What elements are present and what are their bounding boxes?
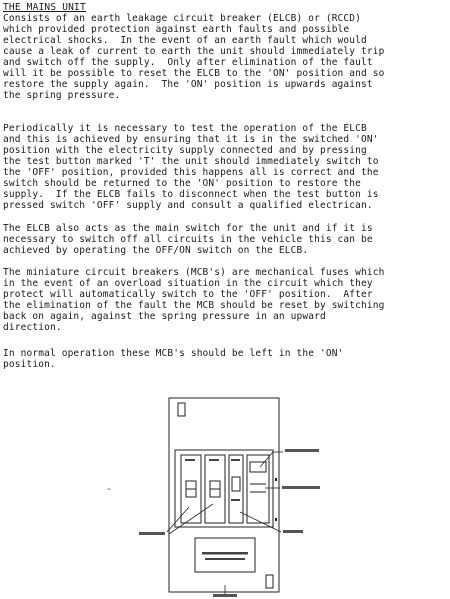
- paragraph-4-line-4: the elimination of the fault the MCB should be reset by switching: [3, 300, 385, 311]
- paragraph-3-line-1: The ELCB also acts as the main switch for the unit and if it is: [3, 223, 373, 234]
- paragraph-1-line-7: restore the supply again. The 'ON' position is upwards against: [3, 79, 373, 90]
- mounting-slot-bottom-right: [266, 575, 273, 588]
- paragraph-1-line-8: the spring pressure.: [3, 90, 121, 101]
- elcb-lower-marking: [231, 499, 240, 501]
- callout-label-low-right: [283, 530, 303, 533]
- test-button: [250, 462, 266, 472]
- callout-label-top-right: [285, 449, 319, 452]
- paragraph-5-line-1: In normal operation these MCB's should be left in the 'ON': [3, 348, 344, 359]
- mcb-1-marking: [185, 459, 195, 461]
- paragraph-1-line-3: electrical shocks. In the event of an earth fault which would: [3, 35, 367, 46]
- paragraph-4-line-1: The miniature circuit breakers (MCB's) are mechanical fuses which: [3, 267, 385, 278]
- paragraph-1-line-2: which provided protection against earth faults and possible: [3, 24, 350, 35]
- paragraph-5-line-2: position.: [3, 359, 56, 370]
- mounting-slot-top-left: [178, 403, 185, 416]
- paragraph-2-line-1: Periodically it is necessary to test the operation of the ELCB: [3, 123, 367, 134]
- paragraph-2-line-8: pressed switch 'OFF' supply and consult a qualified electrican.: [3, 200, 373, 211]
- label-plate-text-2: [205, 558, 245, 560]
- callout-label-low-left: [139, 532, 165, 535]
- elcb-marking: [231, 459, 240, 461]
- paragraph-2-line-3: position with the electricity supply connected and by pressing: [3, 145, 367, 156]
- paragraph-3-line-2: necessary to switch off all circuits in the vehicle this can be: [3, 234, 373, 245]
- paragraph-1-line-1: Consists of an earth leakage circuit breaker (ELCB) or (RCCD): [3, 13, 362, 24]
- section-heading: THE MAINS UNIT: [3, 2, 86, 13]
- paragraph-4-line-5: back on again, against the spring pressure in an upward: [3, 311, 326, 322]
- label-plate: [195, 538, 255, 572]
- paragraph-2-line-6: switch should be returned to the 'ON' position to restore the: [3, 178, 362, 189]
- mains-unit-diagram: [105, 392, 330, 599]
- paragraph-2-line-4: the test button marked 'T' the unit should immediately switch to: [3, 156, 379, 167]
- paragraph-1-line-4: cause a leak of current to earth the unit should immediately trip: [3, 46, 385, 57]
- label-plate-text-1: [202, 552, 248, 555]
- paragraph-1-line-5: and switch off the supply. Only after elimination of the fault: [3, 57, 373, 68]
- callout-label-bottom: [213, 594, 237, 597]
- paragraph-2-line-5: the 'OFF' position, provided this happens all is correct and the: [3, 167, 379, 178]
- callout-label-mid-right: [282, 486, 320, 489]
- elcb-toggle: [232, 477, 240, 491]
- paragraph-4-line-6: direction.: [3, 322, 62, 333]
- paragraph-2-line-7: supply. If the ELCB fails to disconnect when the test button is: [3, 189, 379, 200]
- paragraph-2-line-2: and this is achieved by ensuring that it is in the switched 'ON': [3, 134, 379, 145]
- paragraph-1-line-6: will it be possible to reset the ELCB to the 'ON' position and so: [3, 68, 385, 79]
- paragraph-4-line-3: protect will automatically switch to the 'OFF' position. After: [3, 289, 373, 300]
- mcb-2-marking: [209, 459, 219, 461]
- stray-mark: -: [106, 484, 113, 495]
- paragraph-3-line-3: achieved by operating the OFF/ON switch on the ELCB.: [3, 245, 309, 256]
- paragraph-4-line-2: in the event of an overload situation in the circuit which they: [3, 278, 373, 289]
